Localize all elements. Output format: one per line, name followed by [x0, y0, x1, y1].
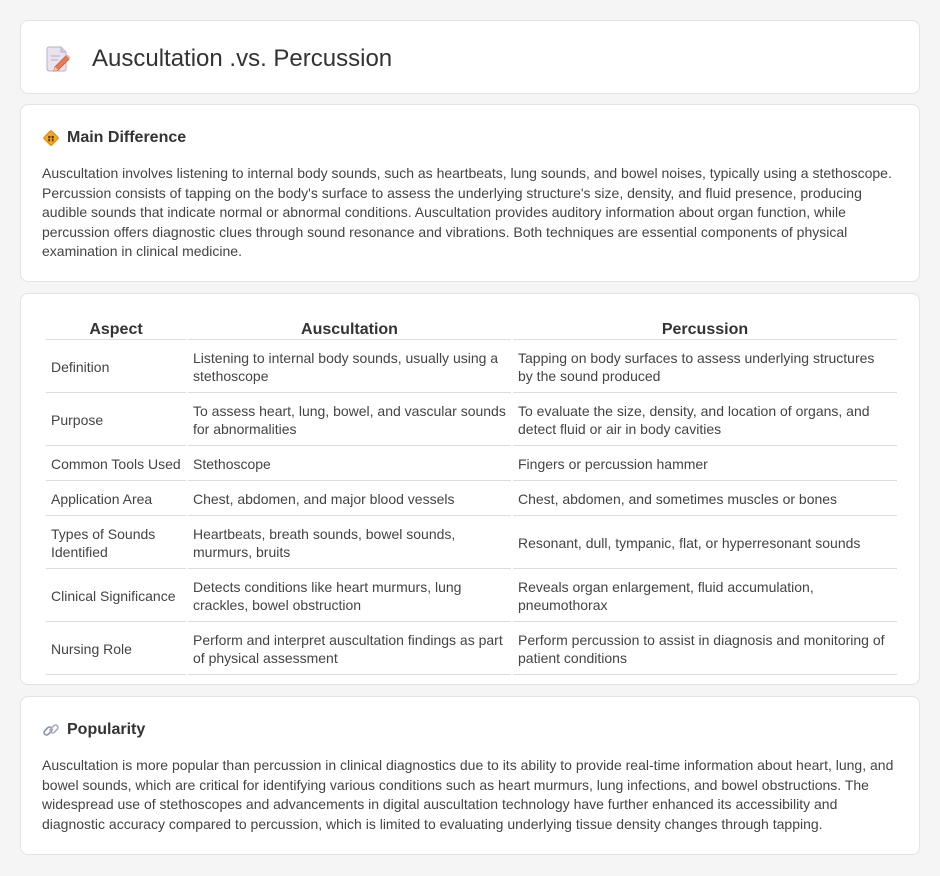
table-header-row: [46, 319, 897, 340]
aspect-cell: Clinical Significance: [46, 571, 186, 622]
table-row: [46, 342, 897, 393]
auscultation-cell: Chest, abdomen, and major blood vessels: [188, 483, 511, 516]
auscultation-cell: Detects conditions like heart murmurs, lung crackles, bowel obstruction: [188, 571, 511, 622]
main-difference-heading: Main Difference: [67, 129, 187, 146]
aspect-cell: Definition: [46, 342, 186, 393]
main-difference-section: [20, 104, 920, 282]
percussion-cell: Tapping on body surfaces to assess underlying structures by the sound produced: [513, 342, 897, 393]
auscultation-cell: To assess heart, lung, bowel, and vascular sounds for abnormalities: [188, 395, 511, 446]
auscultation-cell: Perform and interpret auscultation findings as part of physical assessment: [188, 624, 511, 675]
link-icon: [42, 721, 60, 739]
table-row: [46, 518, 897, 569]
comparison-section: [20, 293, 920, 685]
aspect-cell: Types of Sounds Identified: [46, 518, 186, 569]
main-difference-text: Auscultation involves listening to internal body sounds, such as heartbeats, lung sounds, and bowel noises, typically using a stethoscope. Percussion consists of tapping on the body's surface to assess the underlying structure's size, density, and fluid presence, producing audible sounds that indicate normal or abnormal conditions. Auscultation provides auditory information about organ function, while percussion offers diagnostic clues through sound resonance and vibrations. Both techniques are essential components of physical examination in clinical medicine.: [42, 165, 892, 260]
aspect-cell: Application Area: [46, 483, 186, 516]
aspect-cell: Common Tools Used: [46, 448, 186, 481]
comparison-table: [44, 317, 899, 677]
table-row: [46, 395, 897, 446]
popularity-text: Auscultation is more popular than percussion in clinical diagnostics due to its ability to provide real-time information about heart, lung, and bowel sounds, which are critical for identifying various conditions such as heart murmurs, lung infections, and bowel obstructions. The widespread use of stethoscopes and advancements in digital auscultation technology have further enhanced its accessibility and diagnostic accuracy compared to percussion, which is limited to evaluating underlying tissue density changes through tapping.: [42, 757, 894, 832]
table-row: [46, 624, 897, 675]
percussion-cell: Resonant, dull, tympanic, flat, or hyperresonant sounds: [513, 518, 897, 569]
column-header-aspect: Aspect: [46, 319, 186, 340]
page-title: Auscultation .vs. Percussion: [92, 45, 393, 72]
column-header-auscultation: Auscultation: [188, 319, 511, 340]
auscultation-cell: Stethoscope: [188, 448, 511, 481]
column-header-percussion: Percussion: [513, 319, 897, 340]
percussion-cell: Chest, abdomen, and sometimes muscles or bones: [513, 483, 897, 516]
diamond-sign-icon: [42, 129, 60, 147]
popularity-section: [20, 696, 920, 855]
table-row: [46, 448, 897, 481]
table-row: [46, 571, 897, 622]
auscultation-cell: Listening to internal body sounds, usually using a stethoscope: [188, 342, 511, 393]
title-card: [20, 20, 920, 94]
aspect-cell: Nursing Role: [46, 624, 186, 675]
percussion-cell: Fingers or percussion hammer: [513, 448, 897, 481]
aspect-cell: Purpose: [46, 395, 186, 446]
table-row: [46, 483, 897, 516]
popularity-heading: Popularity: [67, 721, 146, 738]
document-pencil-icon: [45, 45, 71, 73]
percussion-cell: Perform percussion to assist in diagnosis and monitoring of patient conditions: [513, 624, 897, 675]
auscultation-cell: Heartbeats, breath sounds, bowel sounds, murmurs, bruits: [188, 518, 511, 569]
percussion-cell: To evaluate the size, density, and location of organs, and detect fluid or air in body cavities: [513, 395, 897, 446]
percussion-cell: Reveals organ enlargement, fluid accumulation, pneumothorax: [513, 571, 897, 622]
